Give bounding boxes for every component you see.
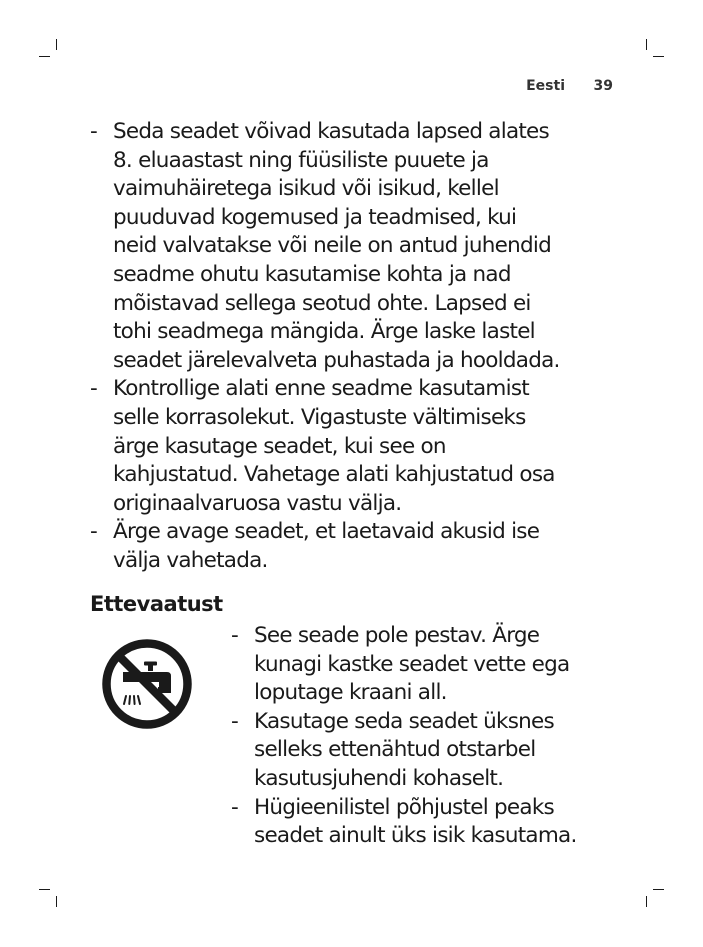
- text-line: kahjustatud. Vahetage alati kahjustatud osa: [113, 462, 555, 488]
- text-line: seadet ainult üks isik kasutama.: [254, 823, 577, 849]
- list-item: [90, 118, 560, 375]
- text-line: selle korrasolekut. Vigastuste vältimiseks: [113, 404, 526, 430]
- text-line: - Kasutage seda seadet üksnes: [254, 708, 554, 734]
- text-line: ärge kasutage seadet, kui see on: [113, 433, 446, 459]
- crop-mark-bottom-right-h: [653, 889, 664, 890]
- text-line: loputage kraani all.: [254, 680, 447, 706]
- water-stream: [129, 696, 130, 704]
- list-item: [231, 794, 577, 851]
- text-line: neid valvatakse või neile on antud juhendid: [113, 233, 551, 259]
- crop-mark-bottom-left-h: [39, 889, 50, 890]
- text-line: seadme ohutu kasutamise kohta ja nad: [113, 261, 511, 287]
- crop-mark-top-right-h: [653, 56, 664, 57]
- water-stream: [124, 696, 126, 704]
- text-line: kunagi kastke seadet vette ega: [254, 651, 570, 677]
- text-line: - See seade pole pestav. Ärge: [254, 623, 540, 648]
- crop-mark-bottom-left-v: [56, 896, 57, 907]
- text-line: seadet järelevalveta puhastada ja hooldada.: [113, 347, 560, 373]
- text-line: vaimuhäiretega isikud või isikud, kellel: [113, 176, 499, 202]
- running-head: [490, 78, 620, 98]
- text-line: originaalvaruosa vastu välja.: [113, 490, 402, 516]
- list-item: [231, 622, 577, 708]
- text-line: selleks ettenähtud otstarbel: [254, 737, 536, 763]
- crop-mark-bottom-right-v: [646, 896, 647, 907]
- text-line: - Seda seadet võivad kasutada lapsed alates: [113, 119, 549, 144]
- text-line: puuduvad kogemused ja teadmised, kui: [113, 204, 517, 230]
- list-item: [231, 708, 577, 794]
- text-line: 8. eluaastast ning füüsiliste puuete ja: [113, 147, 489, 173]
- text-line: kasutusjuhendi kohaselt.: [254, 765, 504, 791]
- text-line: mõistavad sellega seotud ohte. Lapsed ei: [113, 290, 531, 316]
- text-line: - Hügieenilistel põhjustel peaks: [254, 794, 554, 820]
- list-item: [90, 518, 560, 575]
- water-stream: [138, 696, 140, 704]
- language-label: Eesti: [526, 78, 565, 94]
- list-item: [90, 375, 560, 518]
- crop-mark-top-right-v: [646, 39, 647, 50]
- text-line: välja vahetada.: [113, 547, 268, 573]
- text-line: tohi seadmega mängida. Ärge laske lastel: [113, 319, 535, 345]
- page-number: 39: [593, 78, 613, 94]
- caution-heading: Ettevaatust: [90, 592, 223, 616]
- water-stream: [134, 696, 135, 704]
- tap-stem: [148, 664, 153, 671]
- crop-mark-top-left-h: [39, 56, 50, 57]
- crop-mark-top-left-v: [56, 39, 57, 50]
- no-water-tap-icon: [101, 638, 193, 730]
- text-line: - Ärge avage seadet, et laetavaid akusid ise: [113, 519, 540, 545]
- text-line: - Kontrollige alati enne seadme kasutamist: [113, 376, 529, 402]
- safety-list: [90, 118, 560, 576]
- caution-list: [231, 622, 577, 851]
